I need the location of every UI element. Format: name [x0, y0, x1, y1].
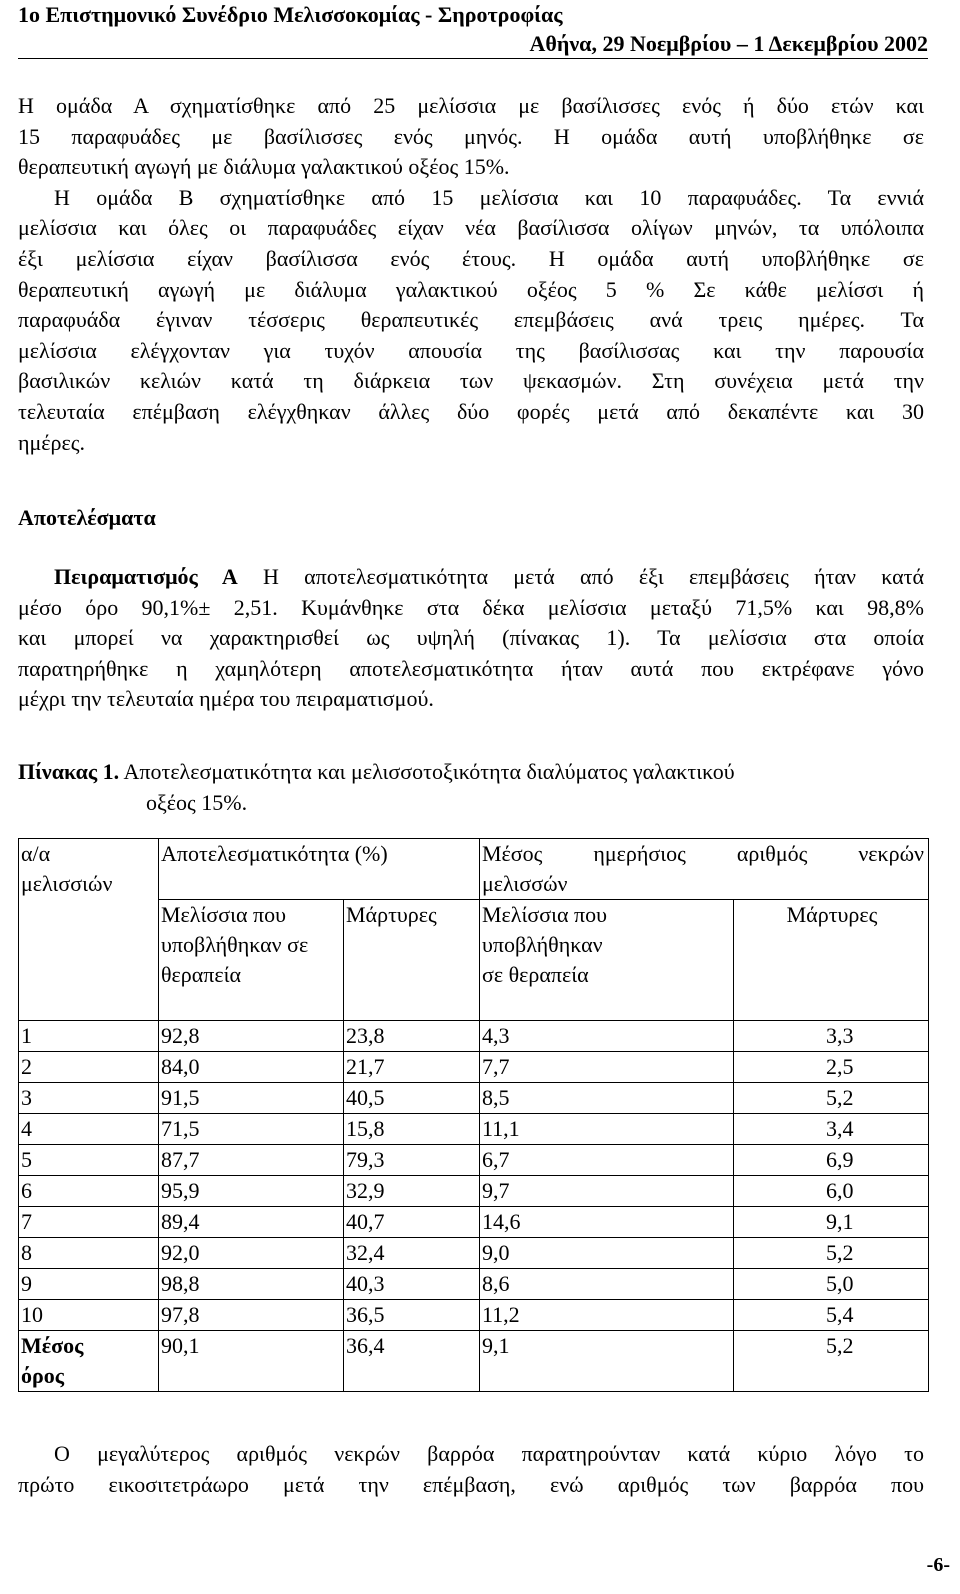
results-table — [18, 838, 929, 1392]
text-line: βασιλικών κελιών κατά τη διάρκεια των ψεκασμών. Στη συνέχεια μετά την — [18, 368, 924, 394]
cell-efficacy-treated: 92,0 — [159, 1238, 344, 1269]
cell-efficacy-control: 15,8 — [344, 1114, 480, 1145]
page-number: -6- — [926, 1554, 950, 1576]
cell-dead-control: 3,3 — [734, 1021, 929, 1052]
cell-mean-label: Μέσος όρος — [19, 1331, 159, 1392]
table-row — [19, 1114, 929, 1145]
cell-hive-id: 5 — [19, 1145, 159, 1176]
text-line: μέχρι την τελευταία ημέρα του πειραματισμού. — [18, 686, 434, 712]
text-line: ημέρες. — [18, 429, 85, 455]
cell-efficacy-control: 40,5 — [344, 1083, 480, 1114]
cell-dead-control: 6,9 — [734, 1145, 929, 1176]
text-line: πρώτο εικοσιτετράωρο μετά την επέμβαση, ενώ αριθμός των βαρρόα που — [18, 1471, 924, 1497]
table-row — [19, 1145, 929, 1176]
cell-dead-treated: 8,6 — [480, 1269, 734, 1300]
cell-hive-id: 2 — [19, 1052, 159, 1083]
cell-mean-dead-treated: 9,1 — [480, 1331, 734, 1392]
cell-hive-id: 6 — [19, 1176, 159, 1207]
text-line: Η ομάδα Α σχηματίσθηκε από 25 μελίσσια με βασίλισσες ενός ή δύο ετών και — [18, 93, 924, 118]
cell-dead-treated: 4,3 — [480, 1021, 734, 1052]
text-line: παρατηρήθηκε η χαμηλότερη αποτελεσματικότητα ήταν αυτά που εκτρέφανε γόνο — [18, 655, 924, 681]
text-line: Ο μεγαλύτερος αριθμός νεκρών βαρρόα παρατηρούνταν κατά κύριο λόγο το — [54, 1441, 924, 1466]
cell-dead-control: 9,1 — [734, 1207, 929, 1238]
cell-dead-control: 5,2 — [734, 1083, 929, 1114]
cell-hive-id: 10 — [19, 1300, 159, 1331]
table-caption — [18, 757, 928, 818]
cell-dead-treated: 9,0 — [480, 1238, 734, 1269]
text-line: τελευταία επέμβαση ελέγχθηκαν άλλες δύο φορές μετά από δεκαπέντε και 30 — [18, 398, 924, 424]
closing-paragraph — [18, 1439, 928, 1500]
table-caption-continuation: οξέος 15%. — [146, 789, 248, 815]
cell-efficacy-treated: 91,5 — [159, 1083, 344, 1114]
cell-dead-treated: 11,1 — [480, 1114, 734, 1145]
table-row — [19, 1207, 929, 1238]
cell-hive-id: 9 — [19, 1269, 159, 1300]
subheader-control-dead: Μάρτυρες — [734, 900, 929, 1021]
page-header — [18, 0, 928, 59]
cell-efficacy-control: 79,3 — [344, 1145, 480, 1176]
cell-dead-control: 5,4 — [734, 1300, 929, 1331]
text-line: μέσο όρο 90,1%± 2,51. Κυμάνθηκε στα δέκα μελίσσια μεταξύ 71,5% και 98,8% — [18, 594, 924, 620]
cell-hive-id: 8 — [19, 1238, 159, 1269]
cell-dead-control: 6,0 — [734, 1176, 929, 1207]
cell-dead-treated: 11,2 — [480, 1300, 734, 1331]
cell-efficacy-control: 32,4 — [344, 1238, 480, 1269]
cell-efficacy-treated: 89,4 — [159, 1207, 344, 1238]
cell-dead-treated: 7,7 — [480, 1052, 734, 1083]
experiment-label: Πειραματισμός Α — [54, 564, 238, 589]
cell-hive-id: 4 — [19, 1114, 159, 1145]
header-efficacy: Αποτελεσματικότητα (%) — [159, 839, 480, 900]
cell-efficacy-treated: 98,8 — [159, 1269, 344, 1300]
cell-efficacy-treated: 84,0 — [159, 1052, 344, 1083]
conference-title: 1ο Επιστημονικό Συνέδριο Μελισσοκομίας - Σηροτροφίας — [18, 2, 563, 27]
cell-dead-control: 5,0 — [734, 1269, 929, 1300]
text-line: μελίσσια και όλες οι παραφυάδες είχαν νέα βασίλισσα ολίγων μηνών, τα υπόλοιπα — [18, 215, 924, 241]
cell-hive-id: 3 — [19, 1083, 159, 1114]
table-mean-row — [19, 1331, 929, 1392]
text-line — [18, 562, 928, 593]
subheader-treated-dead: Μελίσσια που υποβλήθηκαν σε θεραπεία — [480, 900, 734, 1021]
cell-efficacy-treated: 92,8 — [159, 1021, 344, 1052]
text-line: θεραπευτική αγωγή με διάλυμα γαλακτικού οξέος 15%. — [18, 154, 510, 180]
text-line: θεραπευτική αγωγή με διάλυμα γαλακτικού οξέος 5 % Σε κάθε μελίσσι ή — [18, 276, 924, 302]
table-row — [19, 1021, 929, 1052]
cell-hive-id: 1 — [19, 1021, 159, 1052]
text-line: έξι μελίσσια είχαν βασίλισσα ενός έτους. Η ομάδα αυτή υποβλήθηκε σε — [18, 245, 924, 271]
experiment-paragraph — [18, 562, 928, 715]
subheader-treated-efficacy: Μελίσσια που υποβλήθηκαν σε θεραπεία — [159, 900, 344, 1021]
cell-dead-control: 5,2 — [734, 1238, 929, 1269]
cell-mean-dead-control: 5,2 — [734, 1331, 929, 1392]
cell-dead-treated: 8,5 — [480, 1083, 734, 1114]
cell-efficacy-treated: 97,8 — [159, 1300, 344, 1331]
conference-dates: Αθήνα, 29 Νοεμβρίου – 1 Δεκεμβρίου 2002 — [529, 31, 928, 56]
table-header-row — [19, 839, 929, 900]
cell-efficacy-treated: 87,7 — [159, 1145, 344, 1176]
cell-efficacy-treated: 71,5 — [159, 1114, 344, 1145]
table-caption-label: Πίνακας 1. — [18, 759, 120, 784]
table-row — [19, 1083, 929, 1114]
intro-paragraph — [18, 91, 928, 458]
text-line: 15 παραφυάδες με βασίλισσες ενός μηνός. Η ομάδα αυτή υποβλήθηκε σε — [18, 123, 924, 149]
table-row — [19, 1238, 929, 1269]
cell-mean-efficacy-control: 36,4 — [344, 1331, 480, 1392]
table-row — [19, 1176, 929, 1207]
cell-efficacy-control: 32,9 — [344, 1176, 480, 1207]
cell-dead-control: 3,4 — [734, 1114, 929, 1145]
text-line: μελίσσια ελέγχονταν για τυχόν απουσία της βασίλισσας και την παρουσία — [18, 337, 924, 363]
header-hive-id: α/α μελισσιών — [19, 839, 159, 1021]
cell-efficacy-control: 40,3 — [344, 1269, 480, 1300]
table-row — [19, 1269, 929, 1300]
cell-dead-treated: 9,7 — [480, 1176, 734, 1207]
cell-efficacy-control: 40,7 — [344, 1207, 480, 1238]
cell-efficacy-control: 23,8 — [344, 1021, 480, 1052]
cell-mean-efficacy-treated: 90,1 — [159, 1331, 344, 1392]
cell-dead-treated: 14,6 — [480, 1207, 734, 1238]
experiment-text: Η αποτελεσματικότητα μετά από έξι επεμβάσεις ήταν κατά — [263, 564, 924, 589]
cell-hive-id: 7 — [19, 1207, 159, 1238]
cell-efficacy-control: 36,5 — [344, 1300, 480, 1331]
table-caption-text: Αποτελεσματικότητα και μελισσοτοξικότητα διαλύματος γαλακτικού — [123, 759, 735, 784]
text-line: και μπορεί να χαρακτηρισθεί ως υψηλή (πίνακας 1). Τα μελίσσια στα οποία — [18, 625, 924, 651]
results-heading: Αποτελέσματα — [18, 505, 156, 530]
table-row — [19, 1300, 929, 1331]
cell-dead-treated: 6,7 — [480, 1145, 734, 1176]
subheader-control-efficacy: Μάρτυρες — [344, 900, 480, 1021]
header-dead-bees: Μέσος ημερήσιος αριθμός νεκρών μελισσών — [480, 839, 929, 900]
cell-efficacy-treated: 95,9 — [159, 1176, 344, 1207]
text-line: παραφυάδα έγιναν τέσσερις θεραπευτικές επεμβάσεις ανά τρεις ημέρες. Τα — [18, 307, 924, 333]
table-row — [19, 1052, 929, 1083]
cell-dead-control: 2,5 — [734, 1052, 929, 1083]
cell-efficacy-control: 21,7 — [344, 1052, 480, 1083]
text-line: Η ομάδα Β σχηματίσθηκε από 15 μελίσσια και 10 παραφυάδες. Τα εννιά — [54, 184, 924, 210]
